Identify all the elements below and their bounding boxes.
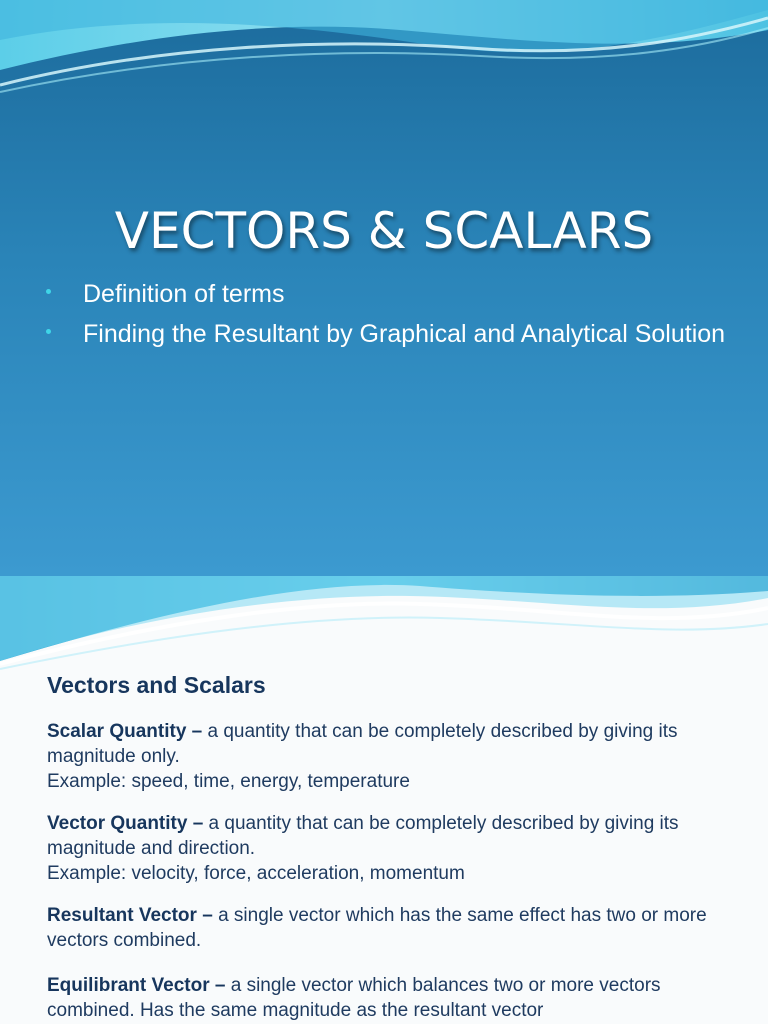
definitions-slide — [0, 576, 768, 1024]
definition-text: a single vector which balances two or more vectors combined. Has the same magnitude as the resultant vector — [47, 975, 661, 1021]
definition-example: Example: speed, time, energy, temperature — [47, 771, 410, 792]
definition-resultant — [47, 903, 737, 953]
definition-term: Scalar Quantity — [47, 721, 187, 742]
definition-term: Vector Quantity — [47, 813, 188, 834]
bullet-text: Definition of terms — [83, 280, 285, 308]
bullet-text: Finding the Resultant by Graphical and Analytical Solution — [83, 320, 726, 348]
definition-dash: – — [196, 905, 219, 926]
bullet-list — [46, 276, 746, 356]
definition-term: Equilibrant Vector — [47, 975, 210, 996]
definition-dash: – — [187, 813, 209, 834]
definition-term: Resultant Vector — [47, 905, 197, 926]
bullet-item — [46, 316, 746, 352]
definition-equilibrant — [47, 973, 737, 1023]
definition-example: Example: velocity, force, acceleration, momentum — [47, 863, 465, 884]
decorative-waves-top — [0, 0, 768, 110]
decorative-waves-top — [0, 576, 768, 671]
bullet-dot-icon — [46, 329, 51, 334]
definition-dash: – — [186, 721, 208, 742]
definition-dash: – — [209, 975, 231, 996]
definition-vector — [47, 811, 737, 886]
definition-text: a quantity that can be completely described by giving its magnitude and direction. — [47, 813, 679, 859]
slide-title: VECTORS & SCALARS — [114, 202, 654, 260]
definition-scalar — [47, 719, 737, 794]
bullet-dot-icon — [46, 289, 51, 294]
definition-text: a single vector which has the same effect has two or more vectors combined. — [47, 905, 707, 951]
definition-text: a quantity that can be completely described by giving its magnitude only. — [47, 721, 678, 767]
bullet-item — [46, 276, 746, 312]
definitions-list — [47, 719, 737, 1024]
section-heading: Vectors and Scalars — [47, 672, 266, 698]
